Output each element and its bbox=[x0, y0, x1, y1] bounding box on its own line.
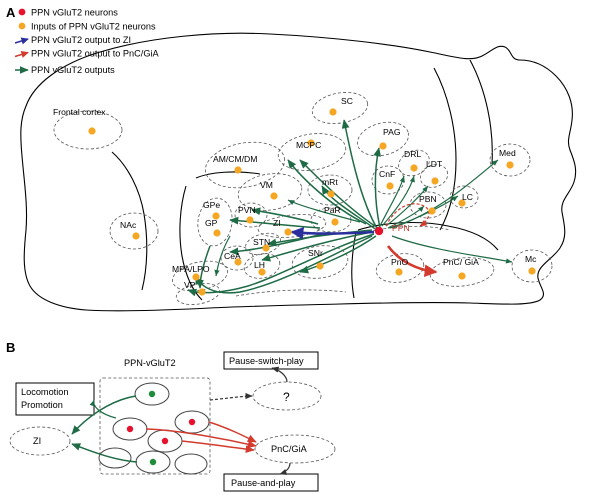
orange-dot-par bbox=[331, 218, 338, 225]
brain-region-labels bbox=[53, 96, 537, 290]
orange-dot-nac bbox=[132, 232, 139, 239]
arrow-to-pvn bbox=[252, 210, 318, 224]
label-ppn: PPN bbox=[392, 223, 410, 233]
orange-dot-pbn bbox=[428, 207, 435, 214]
panel-letter-a: A bbox=[6, 5, 16, 20]
zi-target-label: ZI bbox=[33, 436, 42, 446]
legend-label-1: Inputs of PPN vGluT2 neurons bbox=[31, 21, 156, 32]
panel-b bbox=[10, 352, 335, 491]
label-nac: NAc bbox=[120, 220, 137, 230]
locomotion-promotion-label-line1: Locomotion bbox=[21, 387, 69, 397]
panel-letter-b: B bbox=[6, 340, 16, 355]
orange-dot-pnc-gia bbox=[458, 272, 465, 279]
region-am-cm-dm bbox=[202, 136, 288, 193]
locomotion-promotion-label-line2: Promotion bbox=[21, 400, 63, 410]
label-cnf: CnF bbox=[379, 169, 396, 179]
orange-dot-gp bbox=[213, 229, 220, 236]
label-pno: PnO bbox=[391, 257, 409, 267]
region-mcpc bbox=[276, 129, 348, 174]
legend-item-inputs-of-ppn-vglut2-neurons bbox=[19, 22, 156, 32]
legend-label-2: PPN vGluT2 output to ZI bbox=[31, 35, 132, 45]
label-sc: SC bbox=[341, 96, 353, 106]
label-par: PaR bbox=[324, 205, 341, 215]
blue-arrow-icon bbox=[15, 39, 28, 43]
unknown-target-label: ? bbox=[283, 390, 290, 404]
cell-green-1-dot bbox=[149, 391, 155, 397]
arrow-cell-red3-to-pncgia bbox=[182, 441, 254, 450]
ppn-vglut2-group-label: PPN-vGluT2 bbox=[124, 358, 176, 368]
label-lh: LH bbox=[254, 260, 265, 270]
arrow-cell-red2-to-pncgia bbox=[209, 422, 256, 442]
region-vp bbox=[175, 280, 222, 307]
region-nac bbox=[110, 213, 158, 249]
label-gp: GP bbox=[205, 218, 218, 228]
orange-dot-snr bbox=[316, 262, 323, 269]
legend-item-output-to-pnc-gia bbox=[15, 49, 160, 59]
orange-dot-sc bbox=[329, 108, 336, 115]
label-zi: ZI bbox=[273, 218, 281, 228]
arrow-unknown-to-pause-switch-play bbox=[272, 368, 287, 382]
orange-dot-pag bbox=[379, 142, 386, 149]
pause-switch-play-label: Pause-switch-play bbox=[229, 356, 304, 366]
legend-item-ppn-vglut2-neurons bbox=[19, 8, 119, 18]
internal-line-3 bbox=[196, 172, 260, 178]
label-pnc-gia: PnC/ GiA bbox=[443, 257, 479, 267]
arrow-ppn-to-drl bbox=[382, 176, 414, 226]
label-mpa-lpo: MPA/LPO bbox=[172, 264, 210, 274]
orange-dot-cnf bbox=[386, 182, 393, 189]
label-pbn: PBN bbox=[419, 194, 437, 204]
brain-subregions bbox=[54, 88, 552, 307]
orange-dot-icon bbox=[19, 23, 26, 30]
arrow-pncgia-to-pause-and-play bbox=[280, 463, 290, 474]
red-dot-ppn bbox=[375, 227, 383, 235]
pncgia-target-label: PnC/GiA bbox=[271, 444, 307, 454]
orange-dot-amcmdm bbox=[234, 166, 241, 173]
orange-dot-vm bbox=[270, 192, 277, 199]
orange-dot-zi bbox=[284, 228, 291, 235]
cell-green-2-dot bbox=[150, 459, 156, 465]
label-pvn: PVN bbox=[238, 205, 256, 215]
legend-label-4: PPN vGluT2 outputs bbox=[31, 65, 115, 75]
orange-dot-frontal-cortex bbox=[88, 127, 95, 134]
legend bbox=[15, 8, 160, 76]
label-cea: CeA bbox=[224, 251, 241, 261]
cell-red-1-dot bbox=[127, 426, 133, 432]
cell-empty-2 bbox=[175, 454, 207, 474]
orange-dot-mrt bbox=[327, 190, 334, 197]
label-med: Med bbox=[499, 148, 516, 158]
orange-dot-pno bbox=[395, 268, 402, 275]
orange-dot-drl bbox=[410, 164, 417, 171]
region-sc bbox=[310, 88, 370, 127]
legend-label-0: PPN vGluT2 neurons bbox=[31, 7, 118, 18]
orange-dot-vp bbox=[198, 288, 205, 295]
label-drl: DRL bbox=[404, 149, 422, 159]
orange-dot-pvn bbox=[246, 216, 253, 223]
label-frontal-cortex: Frontal cortex bbox=[53, 107, 106, 117]
label-pag: PAG bbox=[383, 127, 401, 137]
arrow-to-unknown-target bbox=[210, 396, 252, 400]
label-lc: LC bbox=[462, 192, 473, 202]
label-vm: VM bbox=[260, 180, 273, 190]
orange-dot-ldt bbox=[431, 177, 438, 184]
cell-red-2-dot bbox=[189, 419, 195, 425]
cell-red-3-dot bbox=[162, 438, 168, 444]
label-mrt: mRt bbox=[322, 177, 338, 187]
pause-and-play-label: Pause-and-play bbox=[231, 478, 296, 488]
label-gpe: GPe bbox=[203, 200, 221, 210]
legend-item-output-to-zi bbox=[15, 35, 131, 45]
red-dot-icon bbox=[19, 9, 26, 16]
label-ldt: LDT bbox=[426, 159, 443, 169]
label-stn: STN bbox=[253, 237, 271, 247]
region-divider-2 bbox=[236, 290, 346, 296]
orange-dot-mc bbox=[528, 267, 535, 274]
label-am-cm-dm: AM/CM/DM bbox=[213, 154, 258, 164]
arrow-ppn-to-sc bbox=[344, 120, 378, 230]
legend-label-3: PPN vGluT2 output to PnC/GiA bbox=[31, 48, 159, 59]
label-mc: Mc bbox=[525, 254, 537, 264]
internal-line-6 bbox=[470, 60, 492, 164]
label-vp: VP bbox=[184, 280, 196, 290]
label-mcpc: MCPC bbox=[296, 140, 322, 150]
orange-dot-med bbox=[506, 161, 513, 168]
arrow-ppn-to-pag bbox=[375, 148, 380, 228]
arrow-ppn-to-vp bbox=[188, 234, 374, 293]
label-snr: SNr bbox=[308, 248, 323, 258]
red-arrow-icon bbox=[15, 53, 28, 57]
